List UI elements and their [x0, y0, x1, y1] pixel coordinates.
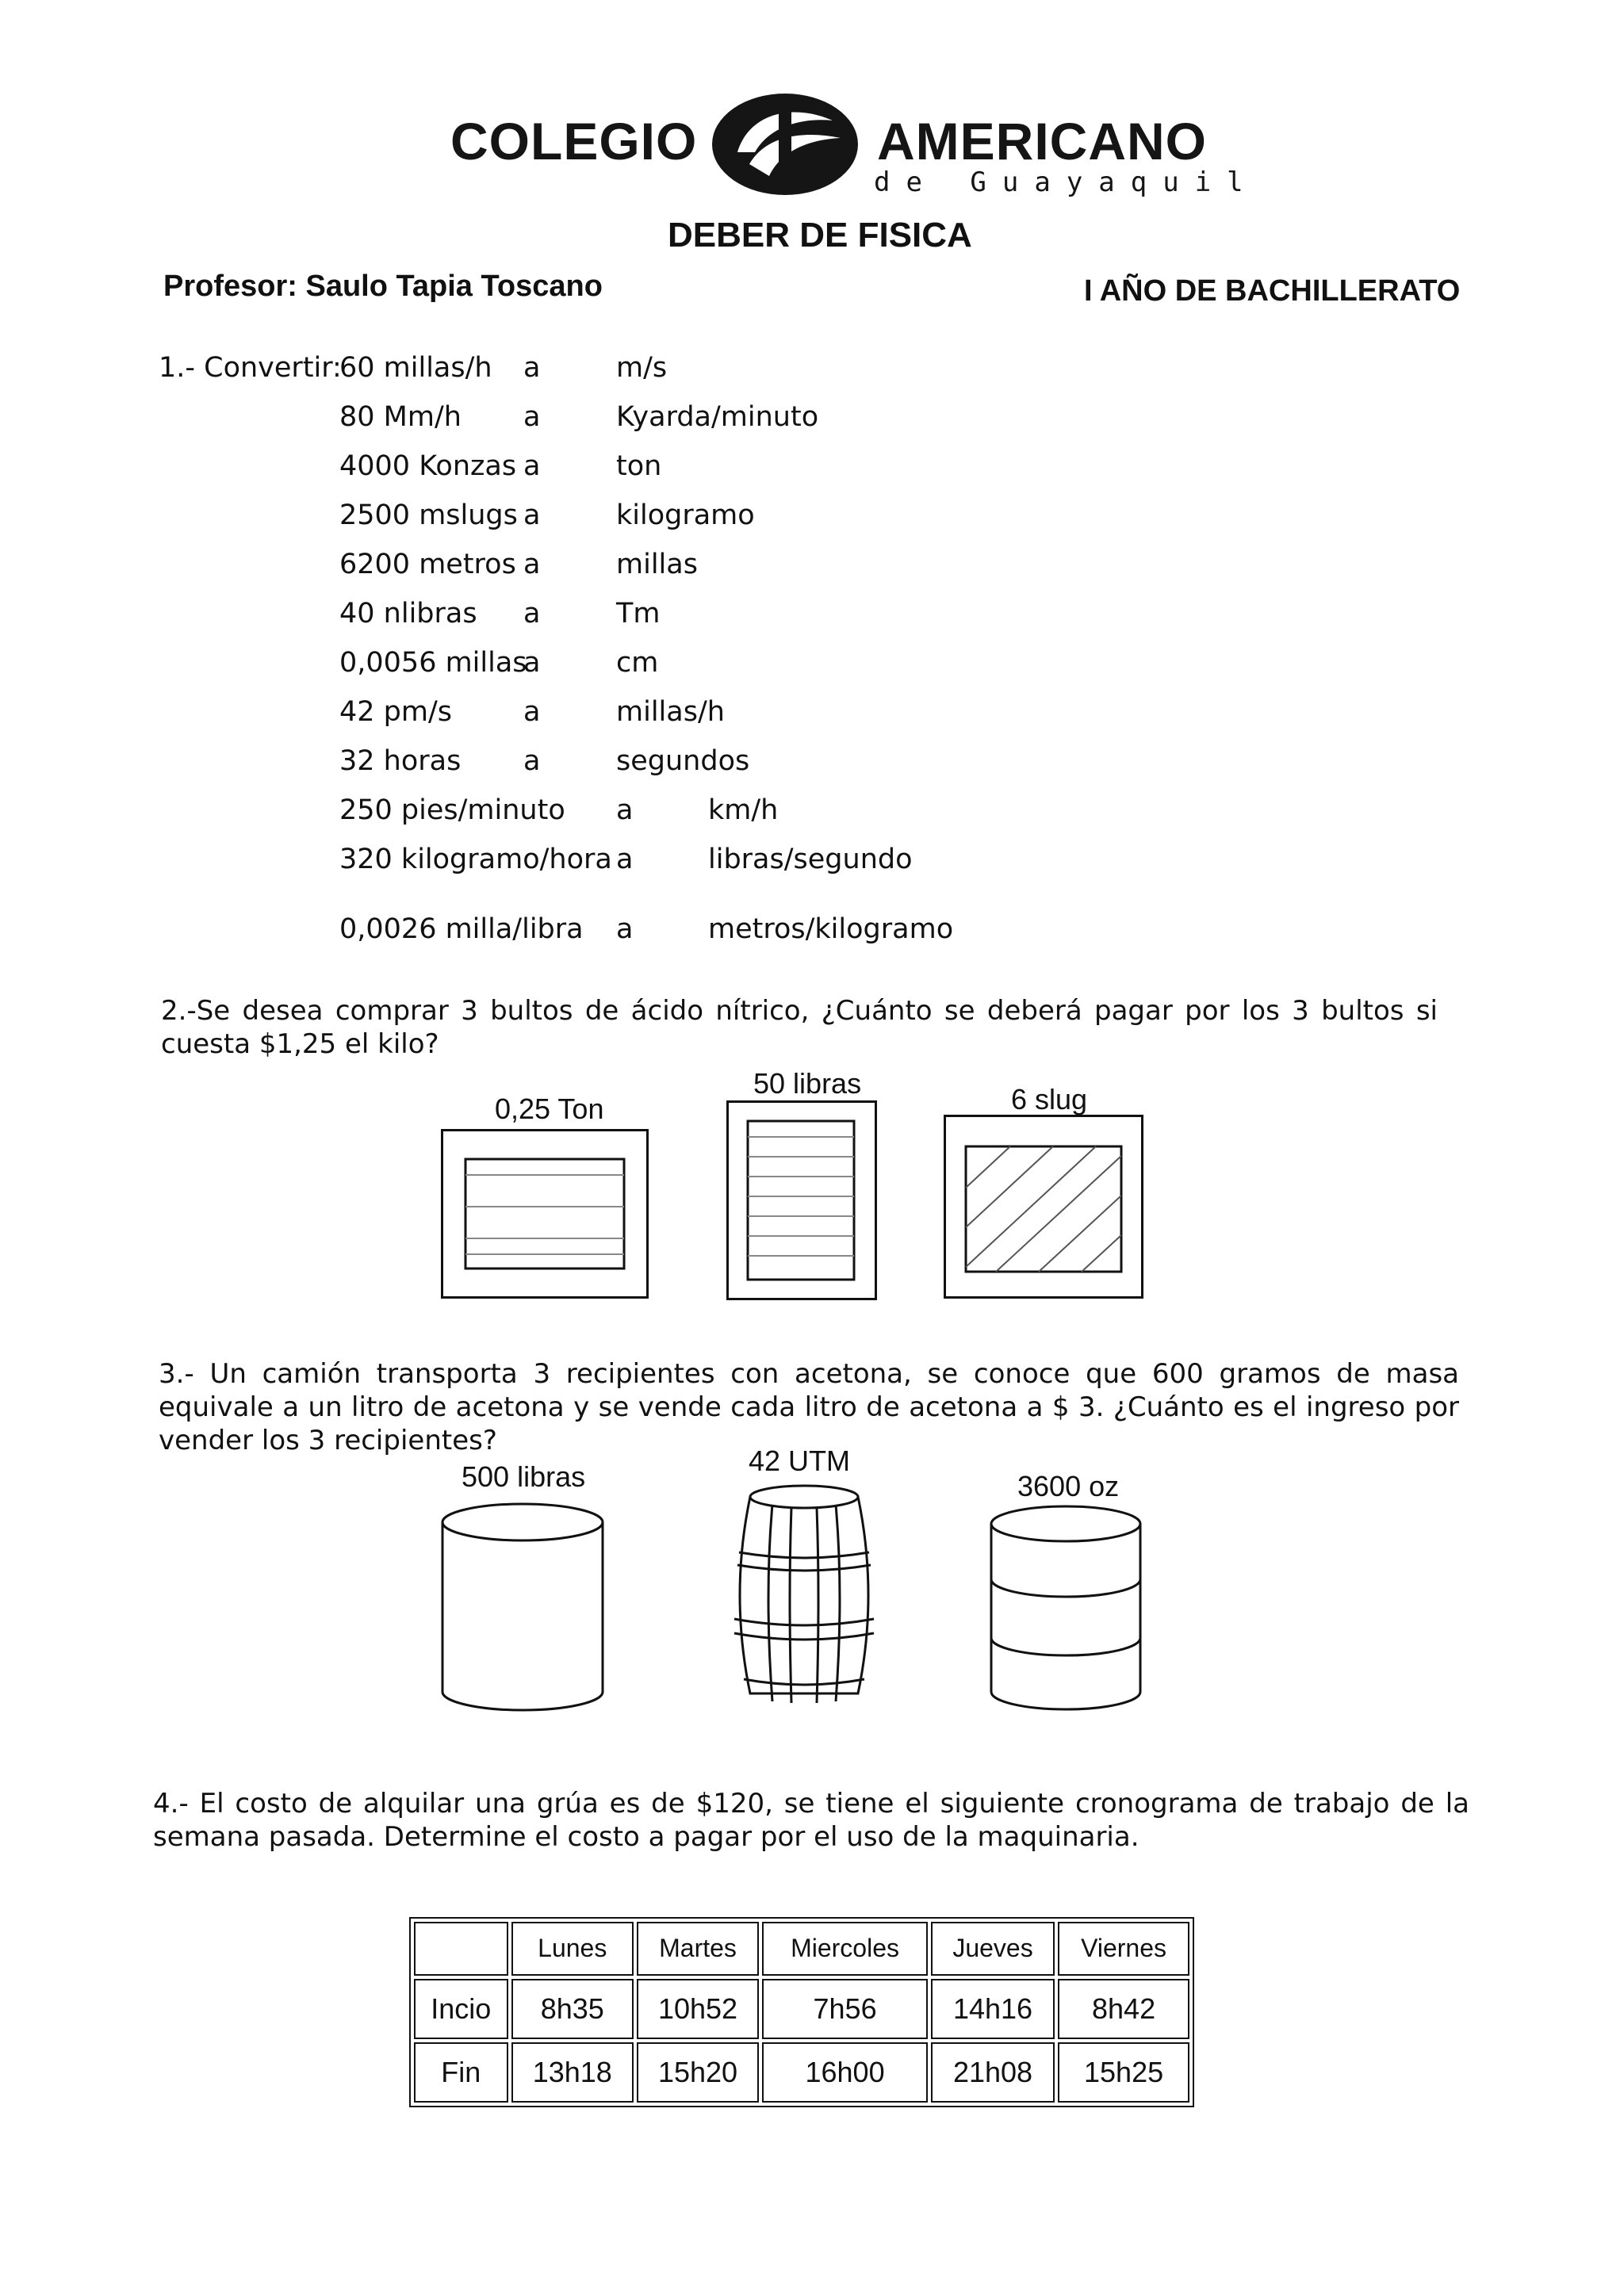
table-cell: 16h00	[762, 2042, 928, 2103]
q1-item-from: 40 nlibras	[339, 598, 477, 629]
q1-item-from: 4000 Konzas	[339, 450, 517, 482]
q1-item-a: a	[616, 794, 634, 826]
table-cell: 14h16	[931, 1979, 1055, 2039]
q1-item-to: kilogramo	[616, 499, 755, 531]
q2-text: 2.-Se desea comprar 3 bultos de ácido nítrico, ¿Cuánto se deberá pagar por los 3 bultos si cuesta $1,25 el kilo?	[161, 995, 1438, 1060]
q1-item-from: 60 millas/h	[339, 352, 492, 384]
q1-item-to: m/s	[616, 352, 668, 384]
q1-item-from: 32 horas	[339, 745, 462, 777]
table-header-row	[414, 1922, 1189, 1976]
table-cell: 21h08	[931, 2042, 1055, 2103]
q1-item-from: 6200 metros	[339, 549, 516, 580]
column-header: Miercoles	[762, 1922, 928, 1976]
q1-item-a: a	[523, 598, 541, 629]
q1-item-from: 0,0026 milla/libra	[339, 913, 584, 945]
box-striped	[441, 1129, 649, 1299]
barrel-container	[726, 1476, 882, 1714]
grade-level: I AÑO DE BACHILLERATO	[1084, 274, 1461, 308]
q1-item-a: a	[616, 844, 634, 875]
box-hatched	[944, 1115, 1143, 1299]
q1-label: 1.- Convertir:	[159, 352, 342, 384]
q4-text: 4.- El costo de alquilar una grúa es de $120, se tiene el siguiente cronograma de trabajo de la semana pasada. Determine el costo a pagar por el uso de la maquinaria.	[153, 1788, 1469, 1853]
column-header: Jueves	[931, 1922, 1055, 1976]
q1-item-to: Kyarda/minuto	[616, 401, 819, 433]
q1-item-from: 320 kilogramo/hora	[339, 844, 612, 875]
q1-item-to: ton	[616, 450, 662, 482]
school-name-left: COLEGIO	[450, 112, 698, 170]
container-label: 42 UTM	[749, 1445, 851, 1477]
column-header: Lunes	[511, 1922, 634, 1976]
box-label: 50 libras	[753, 1067, 862, 1100]
container-label: 500 libras	[462, 1460, 586, 1493]
q1-item-to: metros/kilogramo	[708, 913, 954, 945]
q1-item-from: 0,0056 millas	[339, 647, 527, 679]
q1-item-a: a	[523, 745, 541, 777]
q1-item-a: a	[523, 450, 541, 482]
q1-item-a: a	[523, 499, 541, 531]
q1-item-a: a	[616, 913, 634, 945]
box-label: 0,25 Ton	[495, 1093, 604, 1125]
cylinder-container	[439, 1502, 606, 1716]
q1-item-to: millas	[616, 549, 698, 580]
table-row	[414, 2042, 1189, 2103]
q1-item-to: cm	[616, 647, 659, 679]
school-emblem-icon	[706, 89, 864, 200]
schedule-table	[409, 1917, 1194, 2107]
table-cell: 15h20	[637, 2042, 759, 2103]
table-cell: 15h25	[1058, 2042, 1189, 2103]
school-city: de Guayaquil	[874, 166, 1259, 198]
q1-item-from: 80 Mm/h	[339, 401, 462, 433]
table-cell: 8h42	[1058, 1979, 1189, 2039]
q1-item-to: km/h	[708, 794, 779, 826]
q1-item-to: segundos	[616, 745, 750, 777]
banded-cylinder-container	[988, 1503, 1143, 1717]
q1-item-from: 42 pm/s	[339, 696, 452, 728]
q1-item-to: millas/h	[616, 696, 725, 728]
column-header: Martes	[637, 1922, 759, 1976]
table-cell: 13h18	[511, 2042, 634, 2103]
q3-text: 3.- Un camión transporta 3 recipientes con acetona, se conoce que 600 gramos de masa equivale a un litro de acetona y se vende cada litro de acetona a $ 3. ¿Cuánto es el ingreso por vender los 3 recipientes?	[159, 1358, 1459, 1456]
q1-item-to: libras/segundo	[708, 844, 913, 875]
container-label: 3600 oz	[1017, 1470, 1120, 1502]
q1-item-a: a	[523, 352, 541, 384]
q1-item-a: a	[523, 401, 541, 433]
row-label: Incio	[414, 1979, 508, 2039]
q1-item-to: Tm	[616, 598, 661, 629]
page-title: DEBER DE FISICA	[668, 216, 972, 254]
teacher-name: Profesor: Saulo Tapia Toscano	[163, 270, 603, 303]
box-lined	[726, 1100, 877, 1300]
school-name-right: AMERICANO	[877, 112, 1207, 170]
table-cell: 7h56	[762, 1979, 928, 2039]
column-header: Viernes	[1058, 1922, 1189, 1976]
table-corner-cell	[414, 1922, 508, 1976]
table-cell: 10h52	[637, 1979, 759, 2039]
q1-item-a: a	[523, 549, 541, 580]
row-label: Fin	[414, 2042, 508, 2103]
box-label: 6 slug	[1011, 1083, 1088, 1115]
q1-item-a: a	[523, 647, 541, 679]
q1-item-a: a	[523, 696, 541, 728]
q1-item-from: 250 pies/minuto	[339, 794, 565, 826]
table-row	[414, 1979, 1189, 2039]
q1-item-from: 2500 mslugs	[339, 499, 518, 531]
table-cell: 8h35	[511, 1979, 634, 2039]
